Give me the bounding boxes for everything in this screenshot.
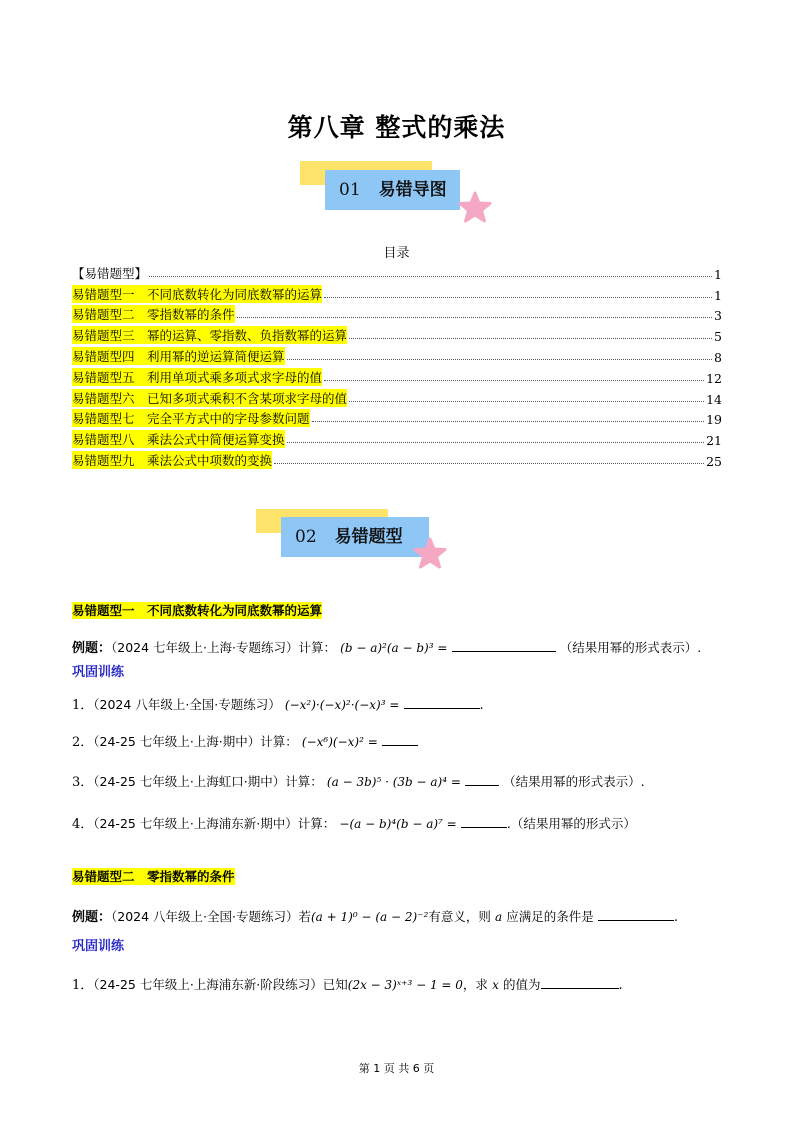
section-banner-2 [281, 517, 429, 557]
answer-blank[interactable] [541, 976, 619, 989]
toc-item-label: 易错题型六 已知多项式乘积不含某项求字母的值 [72, 390, 348, 406]
question-source: （2024 八年级上·全国·专题练习） [93, 697, 281, 712]
toc-item[interactable] [72, 407, 722, 428]
question-note: .（结果用幂的形式示） [506, 816, 636, 831]
star-icon [413, 536, 447, 570]
question-text: 应满足的条件是 [506, 909, 594, 924]
toc-leader-dots [324, 380, 704, 381]
question-note: （结果用幂的形式表示）. [503, 774, 645, 789]
question-1 [72, 974, 623, 993]
question-end: . [479, 698, 484, 713]
toc-item-page: 5 [714, 329, 722, 345]
question-source: （2024 七年级上·上海·专题练习）计算： [111, 640, 336, 655]
question-end: . [618, 978, 623, 993]
question-number: 4． [72, 817, 94, 832]
question-source: （24-25 七年级上·上海浦东新·阶段练习）已知 [93, 977, 348, 992]
answer-blank[interactable] [461, 815, 507, 828]
toc-item-page: 12 [706, 370, 722, 386]
toc-leader-dots [312, 421, 705, 422]
toc-item-label: 易错题型一 不同底数转化为同底数幂的运算 [72, 286, 323, 302]
example-question [72, 637, 701, 656]
question-3 [72, 771, 645, 790]
question-text: 的值为 [502, 977, 541, 992]
toc-item[interactable] [72, 261, 722, 282]
question-4 [72, 813, 636, 832]
section-banner-1 [325, 170, 460, 210]
section-title: 易错题型一 不同底数转化为同底数幂的运算 [72, 603, 323, 618]
math-expression: (−x⁶)(−x)² = [301, 735, 378, 749]
toc-item-page: 14 [706, 391, 722, 407]
toc-item-label: 易错题型九 乘法公式中项数的变换 [72, 452, 273, 468]
toc-item-page: 1 [714, 266, 722, 282]
answer-blank[interactable] [598, 908, 674, 921]
page-title: 第八章 整式的乘法 [287, 113, 506, 142]
question-source: （24-25 七年级上·上海虹口·期中）计算： [93, 774, 323, 789]
toc-item[interactable] [72, 303, 722, 324]
toc-leader-dots [149, 276, 712, 277]
variable: a [494, 910, 503, 924]
toc-item-label: 易错题型二 零指数幂的条件 [72, 307, 235, 323]
question-number: 1． [72, 698, 94, 713]
answer-blank[interactable] [404, 696, 480, 709]
question-source: （2024 八年级上·全国·专题练习）若 [111, 909, 311, 924]
math-expression: (b − a)²(a − b)³ = [340, 641, 448, 655]
toc-leader-dots [287, 442, 705, 443]
page-footer: 第 1 页 共 6 页 [358, 1062, 435, 1075]
answer-blank[interactable] [452, 639, 556, 652]
answer-blank[interactable] [465, 773, 499, 786]
math-expression: (a − 3b)⁵ · (3b − a)⁴ = [326, 775, 461, 789]
example-question [72, 906, 678, 925]
math-expression: −(a − b)⁴(b − a)⁷ = [339, 817, 457, 831]
toc-item-page: 8 [714, 349, 722, 365]
banner-label: 易错题型 [334, 527, 403, 547]
question-text: ，求 [462, 977, 488, 992]
consolidate-heading: 巩固训练 [72, 665, 125, 680]
question-number: 2． [72, 735, 94, 750]
question-note: （结果用幂的形式表示）. [559, 640, 702, 655]
toc-item-label: 易错题型七 完全平方式中的字母参数问题 [72, 411, 310, 427]
table-of-contents [72, 261, 722, 469]
toc-item-label: 易错题型五 利用单项式乘多项式求字母的值 [72, 369, 323, 385]
toc-leader-dots [274, 463, 704, 464]
question-source: （24-25 七年级上·上海浦东新·期中）计算： [93, 816, 336, 831]
toc-leader-dots [349, 338, 712, 339]
toc-leader-dots [237, 317, 713, 318]
star-icon [458, 190, 492, 224]
toc-item[interactable] [72, 448, 722, 469]
toc-item-label: 易错题型四 利用幂的逆运算简便运算 [72, 348, 285, 364]
toc-item[interactable] [72, 282, 722, 303]
math-expression: (−x²)·(−x)²·(−x)³ = [284, 698, 400, 712]
banner-label: 易错导图 [378, 180, 447, 200]
question-1 [72, 694, 484, 713]
toc-item-page: 3 [714, 308, 722, 324]
question-end: . [673, 910, 679, 925]
toc-item-label: 易错题型三 幂的运算、零指数、负指数幂的运算 [72, 328, 348, 344]
toc-item[interactable] [72, 323, 722, 344]
question-source: （24-25 七年级上·上海·期中）计算： [93, 734, 298, 749]
math-expression: (a + 1)⁰ − (a − 2)⁻² [311, 910, 429, 924]
example-label: 例题： [72, 910, 112, 925]
example-label: 例题： [72, 641, 112, 656]
toc-item-page: 21 [706, 433, 722, 449]
toc-item[interactable] [72, 365, 722, 386]
banner-number: 01 [339, 180, 361, 200]
toc-leader-dots [287, 359, 713, 360]
math-expression: (2x − 3)ˣ⁺³ − 1 = 0 [347, 978, 463, 992]
toc-leader-dots [324, 297, 712, 298]
toc-item-page: 1 [714, 287, 722, 303]
toc-leader-dots [349, 401, 704, 402]
question-text: 有意义，则 [428, 909, 491, 924]
consolidate-heading: 巩固训练 [72, 939, 125, 954]
toc-item-label: 易错题型八 乘法公式中简便运算变换 [72, 432, 285, 448]
variable: x [492, 978, 499, 992]
question-number: 1． [72, 978, 94, 993]
toc-item-label: 【易错题型】 [72, 265, 148, 281]
question-2 [72, 731, 418, 750]
toc-item[interactable] [72, 344, 722, 365]
toc-item[interactable] [72, 427, 722, 448]
toc-heading: 目录 [383, 246, 410, 261]
toc-item-page: 25 [706, 453, 722, 469]
toc-item-page: 19 [706, 412, 722, 428]
answer-blank[interactable] [382, 733, 418, 746]
banner-number: 02 [295, 527, 317, 547]
section-title: 易错题型二 零指数幂的条件 [72, 869, 235, 884]
toc-item[interactable] [72, 386, 722, 407]
question-number: 3． [72, 775, 94, 790]
